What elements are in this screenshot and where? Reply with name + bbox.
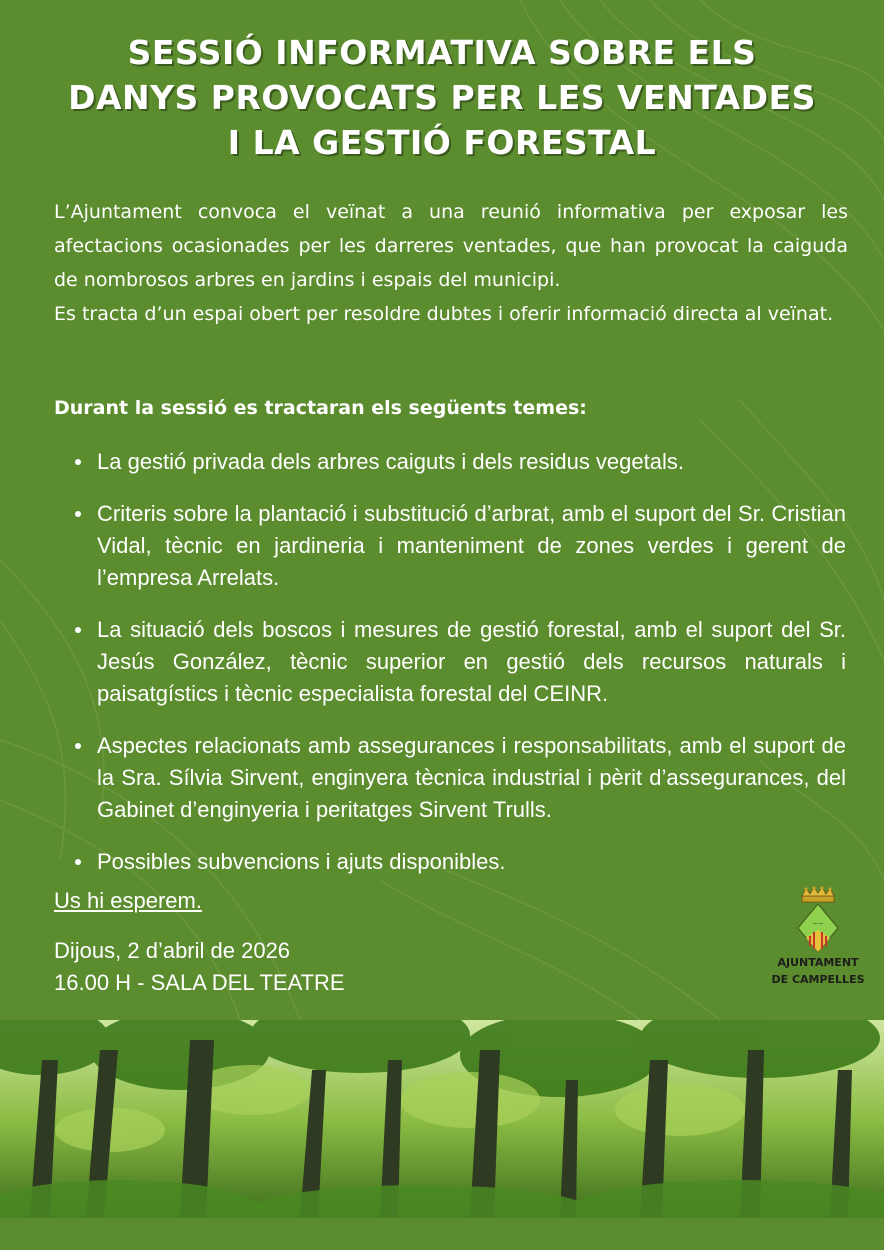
forest-photo [0,1020,884,1218]
svg-text:~~: ~~ [812,920,824,928]
intro-paragraph: L’Ajuntament convoca el veïnat a una reunió informativa per exposar les afectacions ocasionades per les darreres ventades, que han provocat la caiguda de nombrosos arbres en jardins i espais del municipi. [54,201,848,291]
list-item [54,730,846,826]
logo-line: DE CAMPELLES [771,973,865,986]
bottom-band [0,1218,884,1250]
bullet-icon [75,743,81,749]
list-item-text: La gestió privada dels arbres caiguts i dels residus vegetals. [97,449,684,474]
logo-text [760,954,876,988]
bullet-icon [75,459,81,465]
list-item [54,446,846,478]
intro-text [54,195,848,331]
logo-line: AJUNTAMENT [777,956,859,969]
list-item-text: La situació dels boscos i mesures de gestió forestal, amb el suport del Sr. Jesús González, tècnic superior en gestió dels recursos naturals i paisatgístics i tècnic especialista forestal del CEINR. [97,617,846,706]
topics-heading: Durant la sessió es tractaran els següents temes: [54,397,587,419]
event-date: Dijous, 2 d’abril de 2026 [54,938,291,963]
list-item [54,614,846,710]
bullet-icon [75,627,81,633]
municipal-crest-icon [796,886,840,956]
page-title: SESSIÓ INFORMATIVA SOBRE ELS DANYS PROVOCATS PER LES VENTADES I LA GESTIÓ FORESTAL [68,33,816,162]
event-time-place: 16.00 H - SALA DEL TEATRE [54,970,345,995]
closing-text: Us hi esperem. [54,888,202,913]
list-item [54,498,846,594]
bullet-icon [75,511,81,517]
list-item [54,846,846,878]
list-item-text: Criteris sobre la plantació i substitució d’arbrat, amb el suport del Sr. Cristian Vidal, tècnic en jardineria i manteniment de zones verdes i gerent de l’empresa Arrelats. [97,501,846,590]
topics-list [54,446,846,898]
bullet-icon [75,859,81,865]
list-item-text: Aspectes relacionats amb assegurances i responsabilitats, amb el suport de la Sra. Sílvia Sirvent, enginyera tècnica industrial i pèrit d’assegurances, del Gabinet d’enginyeria i peritatges Sirvent Trulls. [97,733,846,822]
municipality-logo [768,886,868,996]
list-item-text: Possibles subvencions i ajuts disponibles. [97,849,506,874]
intro-paragraph: Es tracta d’un espai obert per resoldre dubtes i oferir informació directa al veïnat. [54,303,834,325]
